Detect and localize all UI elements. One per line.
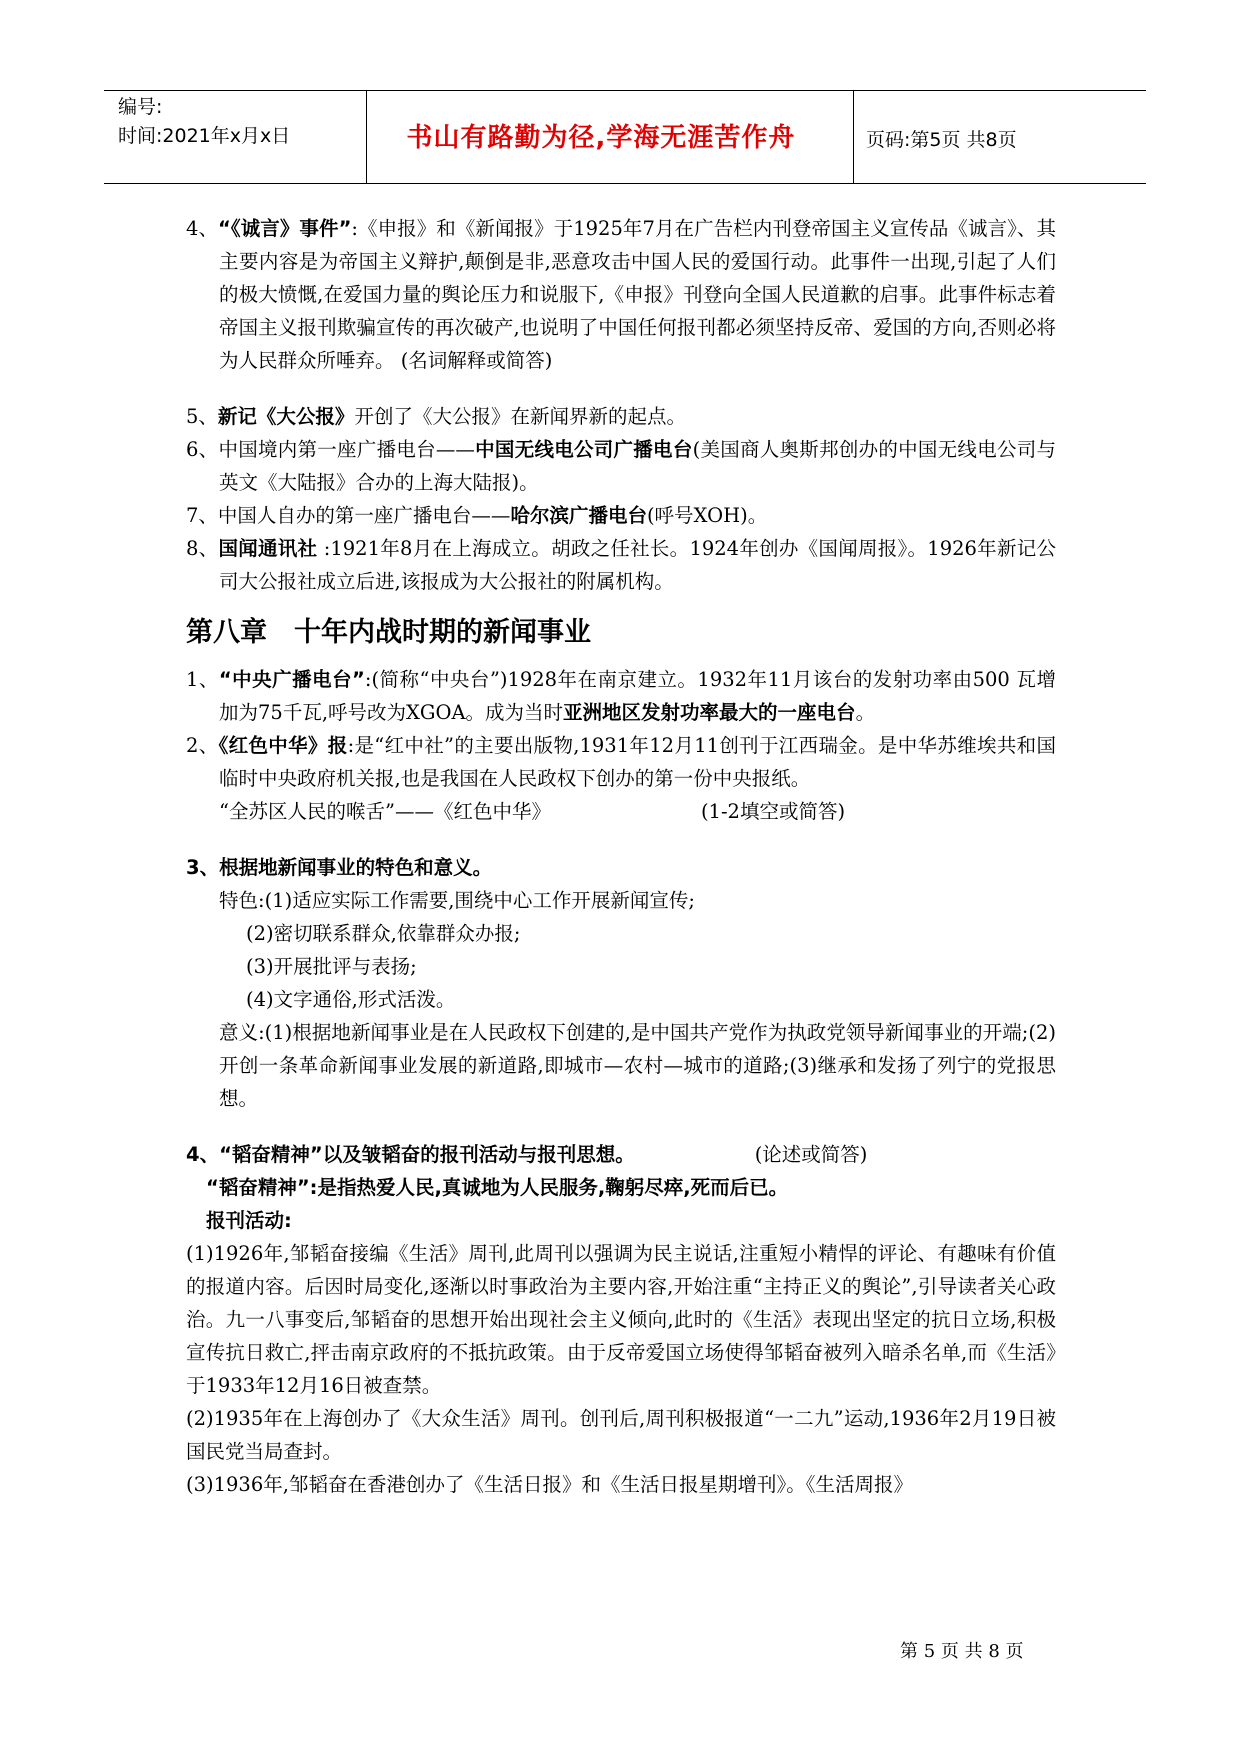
header-divider xyxy=(366,91,367,183)
exam-note: (1-2填空或简答) xyxy=(700,800,846,823)
activities-label: 报刊活动: xyxy=(206,1209,292,1232)
exam-note: (论述或简答) xyxy=(754,1143,868,1166)
list-item: 8、国闻通讯社 :1921年8月在上海成立。胡政之任社长。1924年创办《国闻周报》。1926年新记公司大公报社成立后进,该报成为大公报社的附属机构。 xyxy=(186,537,1056,593)
spirit-definition: “韬奋精神”:是指热爱人民,真诚地为人民服务,鞠躬尽瘁,死而后已。 xyxy=(206,1176,789,1199)
list-item: 1、“中央广播电台”:(简称“中央台”)1928年在南京建立。1932年11月该台的发射功率由500 瓦增加为75千瓦,呼号改为XGOA。成为当时亚洲地区发射功率最大的一座电台。 xyxy=(186,668,1056,724)
list-item: 5、新记《大公报》开创了《大公报》在新闻界新的起点。 xyxy=(186,405,686,428)
term-title: 中国无线电公司广播电台 xyxy=(474,438,693,461)
meaning-paragraph: 意义:(1)根据地新闻事业是在人民政权下创建的,是中国共产党作为执政党领导新闻事业的开端;(2)开创一条革命新闻事业发展的新道路,即城市—农村—城市的道路;(3)继承和发扬了列宁的党报思想。 xyxy=(219,1021,1056,1110)
term-title: 新记《大公报》 xyxy=(217,405,355,428)
list-item: 2、《红色中华》报:是“红中社”的主要出版物,1931年12月11创刊于江西瑞金。是中华苏维埃共和国临时中央政府机关报,也是我国在人民政权下创办的第一份中央报纸。 xyxy=(186,734,1056,790)
quote-line: “全苏区人民的喉舌”——《红色中华》 (1-2填空或简答) xyxy=(219,800,846,823)
list-item: 7、中国人自办的第一座广播电台——哈尔滨广播电台(呼号XOH)。 xyxy=(186,504,768,527)
feature-item: 特色:(1)适应实际工作需要,围绕中心工作开展新闻宣传; xyxy=(219,889,695,912)
feature-item: (2)密切联系群众,依靠群众办报; xyxy=(246,922,521,945)
page-header xyxy=(104,90,1146,184)
feature-item: (4)文字通俗,形式活泼。 xyxy=(246,988,456,1011)
header-motto: 书山有路勤为径,学海无涯苦作舟 xyxy=(406,123,796,153)
term-title: 国闻通讯社 xyxy=(218,537,318,560)
header-divider xyxy=(853,91,854,183)
term-title: “中央广播电台” xyxy=(218,668,365,691)
header-number-label: 编号: xyxy=(118,96,163,118)
header-meta xyxy=(118,93,290,151)
list-item: 4、“《诚言》事件”:《申报》和《新闻报》于1925年7月在广告栏内刊登帝国主义宣传品《诚言》、其主要内容是为帝国主义辩护,颠倒是非,恶意攻击中国人民的爱国行动。此事件一出现,引起了人们的极大愤慨,在爱国力量的舆论压力和说服下,《申报》刊登向全国人民道歉的启事。此事件标志着帝国主义报刊欺骗宣传的再次破产,也说明了中国任何报刊都必须坚持反帝、爱国的方向,否则必将为人民群众所唾弃。 (名词解释或简答) xyxy=(186,217,1056,372)
document-body xyxy=(186,212,1056,1501)
header-time: 时间:2021年x月x日 xyxy=(118,125,291,147)
section-heading: 3、根据地新闻事业的特色和意义。 xyxy=(186,856,493,879)
activity-paragraph: (3)1936年,邹韬奋在香港创办了《生活日报》和《生活日报星期增刊》。《生活周报》 xyxy=(186,1473,913,1496)
term-title: “《诚言》事件” xyxy=(218,217,352,240)
feature-item: (3)开展批评与表扬; xyxy=(246,955,417,978)
chapter-title: 第八章 十年内战时期的新闻事业 xyxy=(186,617,591,648)
activity-paragraph: (2)1935年在上海创办了《大众生活》周刊。创刊后,周刊积极报道“一二九”运动,1936年2月19日被国民党当局查封。 xyxy=(186,1407,1056,1463)
term-title: 哈尔滨广播电台 xyxy=(510,504,647,527)
list-item: 6、中国境内第一座广播电台——中国无线电公司广播电台(美国商人奥斯邦创办的中国无线电公司与英文《大陆报》合办的上海大陆报)。 xyxy=(186,438,1056,494)
term-title: 《红色中华》报 xyxy=(218,734,348,757)
page-footer: 第 5 页 共 8 页 xyxy=(900,1641,1024,1662)
section-heading: 4、“韬奋精神”以及皱韬奋的报刊活动与报刊思想。 (论述或简答) xyxy=(186,1143,868,1166)
activity-paragraph: (1)1926年,邹韬奋接编《生活》周刊,此周刊以强调为民主说话,注重短小精悍的评论、有趣味有价值的报道内容。后因时局变化,逐渐以时事政治为主要内容,开始注重“主持正义的舆论”,引导读者关心政治。九一八事变后,邹韬奋的思想开始出现社会主义倾向,此时的《生活》表现出坚定的抗日立场,积极宣传抗日救亡,抨击南京政府的不抵抗政策。由于反帝爱国立场使得邹韬奋被列入暗杀名单,而《生活》于1933年12月16日被查禁。 xyxy=(186,1242,1056,1397)
header-page-number: 页码:第5页 共8页 xyxy=(866,129,1017,151)
